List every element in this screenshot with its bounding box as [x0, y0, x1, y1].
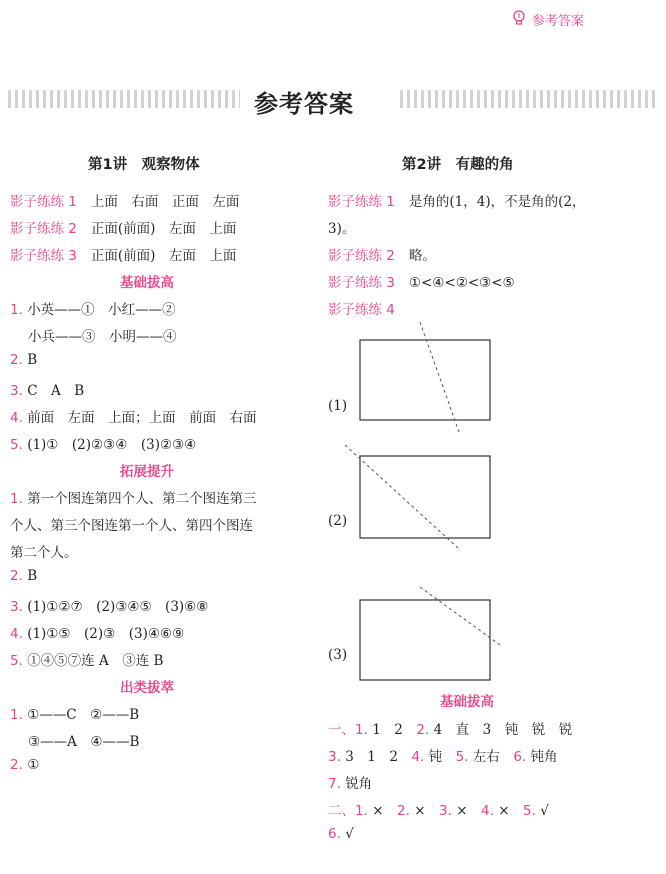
section-title-extend: 拓展提升: [120, 464, 174, 480]
shadow-row: [328, 298, 395, 318]
answer-row: 1. 小英——① 小红——②: [10, 302, 176, 318]
figure-label: (2): [328, 513, 348, 529]
shadow-row: [328, 190, 585, 210]
shadow-label: 影子练练 2: [10, 221, 77, 237]
answer-row: 3. 3 1 2 4. 钝 5. 左右 6. 钝角: [328, 749, 558, 765]
section-title-basic-2: 基础拔高: [440, 694, 494, 710]
shadow-row: [10, 190, 239, 210]
shadow-label: 影子练练 3: [10, 248, 77, 264]
answer-row: 一、1. 1 2 2. 4 直 3 钝 锐 锐: [328, 722, 573, 738]
shadow-label: 影子练练 1: [328, 194, 395, 210]
figure-rectangle-1: [355, 320, 495, 440]
answer-row: ③——A ④——B: [28, 734, 140, 750]
lightbulb-icon: [512, 10, 526, 26]
answer-row: 1. 第一个图连第四个人、第二个图连第三: [10, 491, 257, 507]
header-tag: 参考答案: [532, 14, 585, 29]
shadow-label: 影子练练 1: [10, 194, 77, 210]
shadow-answer: 是角的(1，4)，不是角的(2，: [408, 194, 586, 210]
answer-row: 4. 前面 左面 上面；上面 前面 右面: [10, 410, 257, 426]
figure-rectangle-2: [340, 440, 495, 550]
figure-label: (1): [328, 398, 348, 414]
figure-label: (3): [328, 647, 348, 663]
shadow-answer-cont: 3)。: [328, 221, 356, 237]
answer-row: 二、1. × 2. × 3. × 4. × 5. √: [328, 803, 549, 819]
answer-row: 2. ①: [10, 757, 40, 773]
answer-row: 5. ①④⑤⑦连 A ③连 B: [10, 653, 164, 669]
shadow-label: 影子练练 3: [328, 275, 395, 291]
figure-rectangle-3: [355, 585, 505, 685]
shadow-row: [328, 244, 436, 264]
answer-row: 3. (1)①②⑦ (2)③④⑤ (3)⑥⑧: [10, 599, 209, 615]
answer-row: 5. (1)① (2)②③④ (3)②③④: [10, 437, 197, 453]
shadow-answer: 上面 右面 正面 左面: [90, 194, 240, 210]
section-title-excel: 出类拔萃: [120, 680, 174, 696]
shadow-answer: 略。: [408, 248, 436, 264]
shadow-label: 影子练练 2: [328, 248, 395, 264]
lesson1-heading: 第1讲 观察物体: [88, 157, 200, 173]
answer-row: 2. B: [10, 352, 38, 368]
shadow-label: 影子练练 4: [328, 302, 395, 318]
title-stripes-left: [8, 90, 240, 108]
answer-row: 6. √: [328, 826, 354, 842]
lesson2-heading: 第2讲 有趣的角: [402, 157, 514, 173]
answer-row: 第二个人。: [10, 545, 78, 561]
answer-row: 2. B: [10, 568, 38, 584]
answer-row: 3. C A B: [10, 383, 85, 399]
shadow-row: [10, 244, 236, 264]
answer-row: 7. 锐角: [328, 776, 373, 792]
shadow-row: [10, 217, 236, 237]
title-bar: [8, 84, 658, 118]
shadow-answer: ①<④<②<③<⑤: [408, 275, 515, 291]
answer-row: 1. ①——C ②——B: [10, 707, 140, 723]
answer-row: 4. (1)①⑤ (2)③ (3)④⑥⑨: [10, 626, 185, 642]
answer-row: 小兵——③ 小明——④: [28, 329, 177, 345]
answer-row: 个人、第三个图连第一个人、第四个图连: [10, 518, 253, 534]
page-title: 参考答案: [254, 90, 354, 118]
title-stripes-right: [400, 90, 658, 108]
section-title-basic: 基础拔高: [120, 275, 174, 291]
shadow-answer: 正面(前面) 左面 上面: [90, 248, 237, 264]
shadow-answer: 正面(前面) 左面 上面: [90, 221, 237, 237]
shadow-row: [328, 271, 515, 291]
